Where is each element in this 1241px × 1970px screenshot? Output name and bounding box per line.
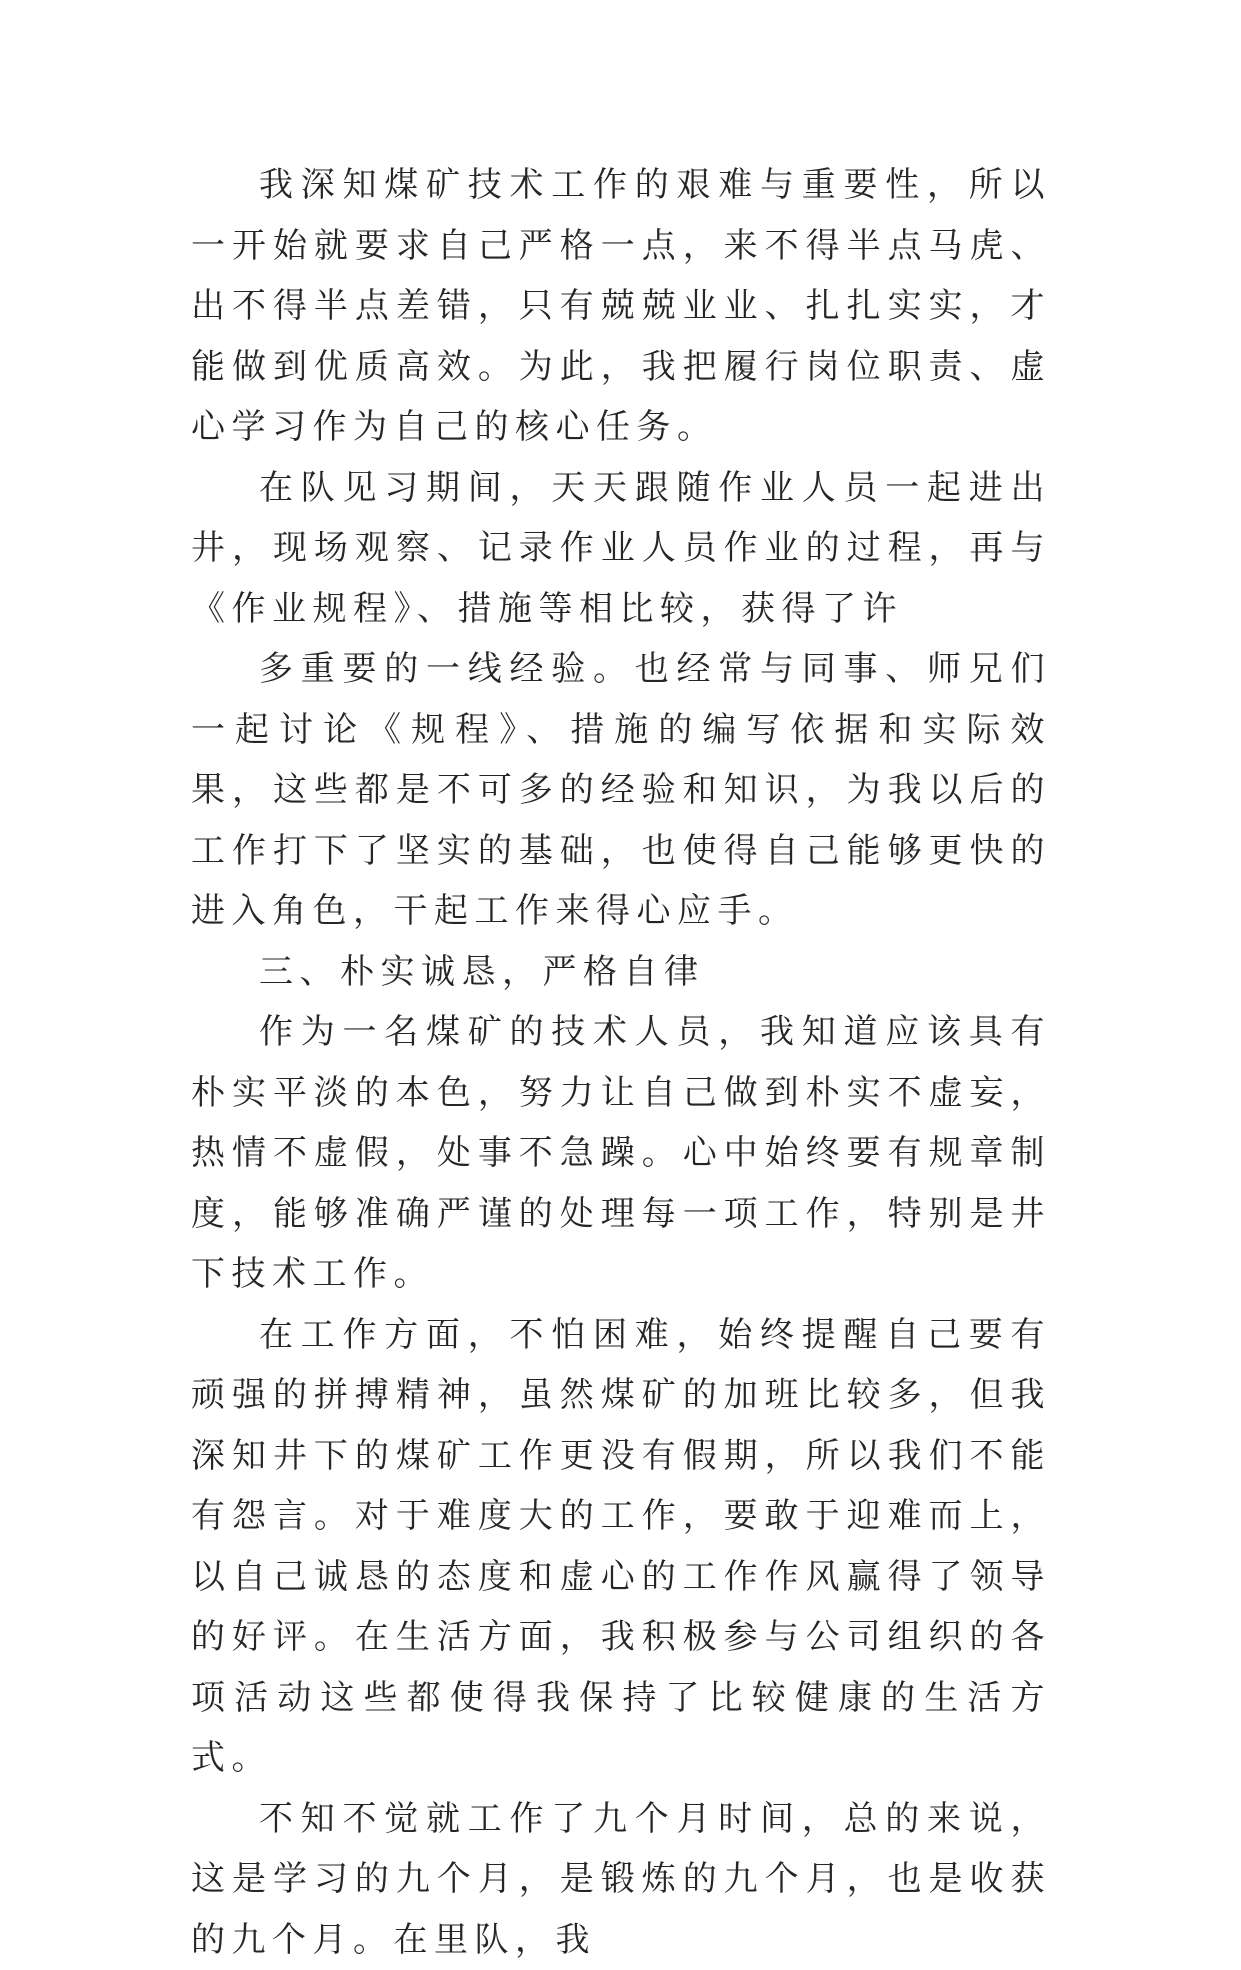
paragraph-5: 在工作方面，不怕困难，始终提醒自己要有顽强的拼搏精神，虽然煤矿的加班比较多，但我深知井下的煤矿工作更没有假期，所以我们不能有怨言。对于难度大的工作，要敢于迎难而上，以自己诚恳的态度和虚心的工作作风赢得了领导的好评。在生活方面，我积极参与公司组织的各项活动这些都使得我保持了比较健康的生活方式。 [191,1305,1051,1789]
paragraph-4: 作为一名煤矿的技术人员，我知道应该具有朴实平淡的本色，努力让自己做到朴实不虚妄，热情不虚假，处事不急躁。心中始终要有规章制度，能够准确严谨的处理每一项工作，特别是井下技术工作。 [191,1002,1051,1305]
section-heading: 三、朴实诚恳，严格自律 [191,942,1051,1003]
paragraph-3: 多重要的一线经验。也经常与同事、师兄们一起讨论《规程》、措施的编写依据和实际效果，这些都是不可多的经验和知识，为我以后的工作打下了坚实的基础，也使得自己能够更快的进入角色，干起工作来得心应手。 [191,639,1051,942]
paragraph-6: 不知不觉就工作了九个月时间，总的来说，这是学习的九个月，是锻炼的九个月，也是收获的九个月。在里队，我 [191,1789,1051,1970]
paragraph-2: 在队见习期间，天天跟随作业人员一起进出井，现场观察、记录作业人员作业的过程，再与《作业规程》、措施等相比较，获得了许 [191,458,1051,640]
document-body [191,155,1051,1970]
paragraph-1: 我深知煤矿技术工作的艰难与重要性，所以一开始就要求自己严格一点，来不得半点马虎、出不得半点差错，只有兢兢业业、扎扎实实，才能做到优质高效。为此，我把履行岗位职责、虚心学习作为自己的核心任务。 [191,155,1051,458]
